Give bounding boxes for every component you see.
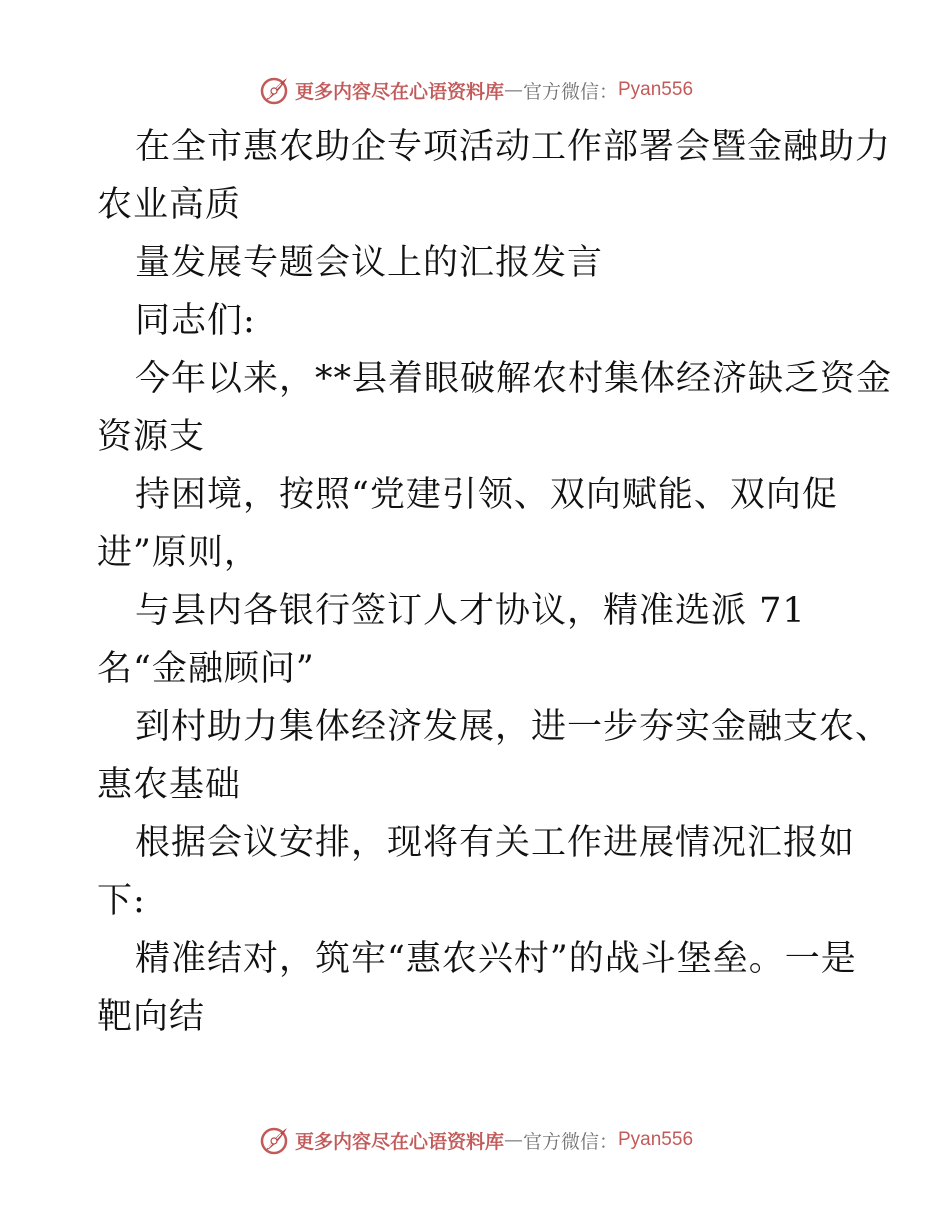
banner-separator: — (503, 1129, 523, 1151)
banner-title: 更多内容尽在心语资料库 (294, 80, 504, 103)
banner-separator: — (503, 79, 523, 101)
paragraph-line: 靶向结 (97, 997, 206, 1037)
paragraph-line: 精准结对，筑牢“惠农兴村”的战斗堡垒。一是 (135, 939, 857, 979)
paragraph-line: 根据会议安排，现将有关工作进展情况汇报如 (135, 823, 856, 863)
banner-title: 更多内容尽在心语资料库 (294, 1130, 504, 1153)
footer-banner (0, 1120, 950, 1160)
paragraph-line: 持困境，按照“党建引领、双向赋能、双向促 (135, 475, 838, 515)
feather-pen-logo-icon (257, 1123, 291, 1157)
feather-pen-logo-icon (257, 73, 291, 107)
paragraph-line: 惠农基础 (97, 765, 242, 805)
wechat-id: Pyan556 (618, 1129, 694, 1150)
title-line-3: 量发展专题会议上的汇报发言 (135, 243, 604, 283)
paragraph-line: 名“金融顾问” (97, 649, 315, 689)
wechat-label: 官方微信： (522, 1130, 618, 1153)
paragraph-line: 下: (97, 881, 146, 921)
title-line-2: 农业高质 (97, 185, 242, 225)
paragraph-line: 今年以来，**县着眼破解农村集体经济缺乏资金 (135, 359, 893, 399)
title-line-1: 在全市惠农助企专项活动工作部署会暨金融助力 (135, 127, 892, 167)
paragraph-line: 到村助力集体经济发展，进一步夯实金融支农、 (135, 707, 892, 747)
header-banner (0, 70, 950, 110)
paragraph-line: 进”原则， (97, 533, 260, 573)
wechat-label: 官方微信： (522, 80, 618, 103)
paragraph-line: 与县内各银行签订人才协议，精准选派 71 (135, 591, 806, 631)
salutation: 同志们: (135, 301, 256, 341)
wechat-id: Pyan556 (618, 79, 694, 100)
paragraph-line: 资源支 (97, 417, 206, 457)
document-body (97, 118, 893, 1046)
